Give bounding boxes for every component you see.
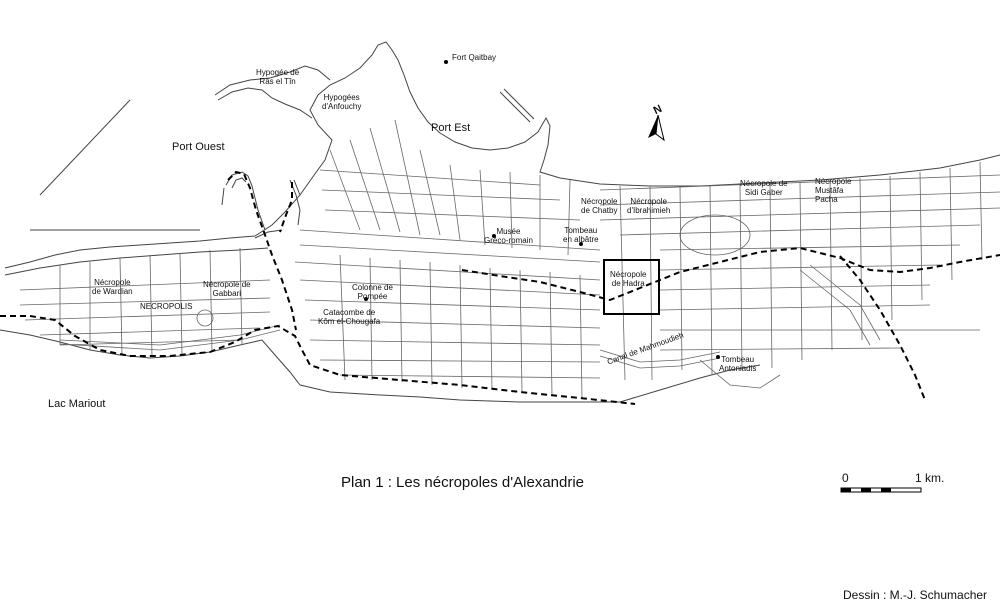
label-kom-el-chougafa: Catacombe de Kôm el-Chougafa	[318, 308, 381, 327]
scale-bar	[841, 488, 921, 492]
scale-start-label: 0	[842, 471, 849, 485]
label-ibrahimieh: Nécropole d'Ibrahimieh	[627, 197, 671, 216]
label-colonne: Colonne de Pompée	[352, 283, 393, 302]
label-hadra: Nécropole de Hadra	[610, 270, 647, 289]
railway-lines	[0, 172, 1000, 404]
label-north: N	[651, 102, 664, 118]
label-tombeau-albatre: Tombeau en albâtre	[563, 226, 599, 245]
coastline	[0, 42, 1000, 402]
north-arrow-icon	[648, 115, 664, 140]
label-antoniadis: Tombeau Antoniadis	[719, 355, 757, 374]
scale-end-label: 1 km.	[915, 471, 945, 485]
label-port-ouest: Port Ouest	[172, 141, 225, 153]
street-network	[20, 120, 1000, 398]
map-title: Plan 1 : Les nécropoles d'Alexandrie	[341, 474, 585, 491]
label-anfouchy: Hypogées d'Anfouchy	[322, 93, 362, 112]
label-musee: Musée Gréco-romain	[484, 227, 533, 246]
label-canal: Canal de Mahmoudieh	[606, 330, 685, 367]
credit-text: Dessin : M.-J. Schumacher	[843, 588, 988, 602]
label-sidi-gaber: Nécropole de Sidi Gaber	[740, 179, 788, 198]
label-chatby: Nécropole de Chatby	[581, 197, 618, 216]
label-ras-el-tin: Hypogée de Râs el Tîn	[256, 68, 300, 87]
label-lac-mariout: Lac Mariout	[48, 398, 106, 410]
label-mustafa-pacha: Nécropole Mustâfa Pacha	[815, 177, 852, 205]
label-fort-qaitbay: Fort Qaitbay	[452, 53, 497, 62]
label-gabbari: Nécropole de Gabbari	[203, 280, 251, 299]
label-port-est: Port Est	[431, 122, 471, 134]
label-necropolis: NECROPOLIS	[140, 302, 193, 311]
label-wardian: Nécropole de Wardian	[92, 278, 133, 297]
